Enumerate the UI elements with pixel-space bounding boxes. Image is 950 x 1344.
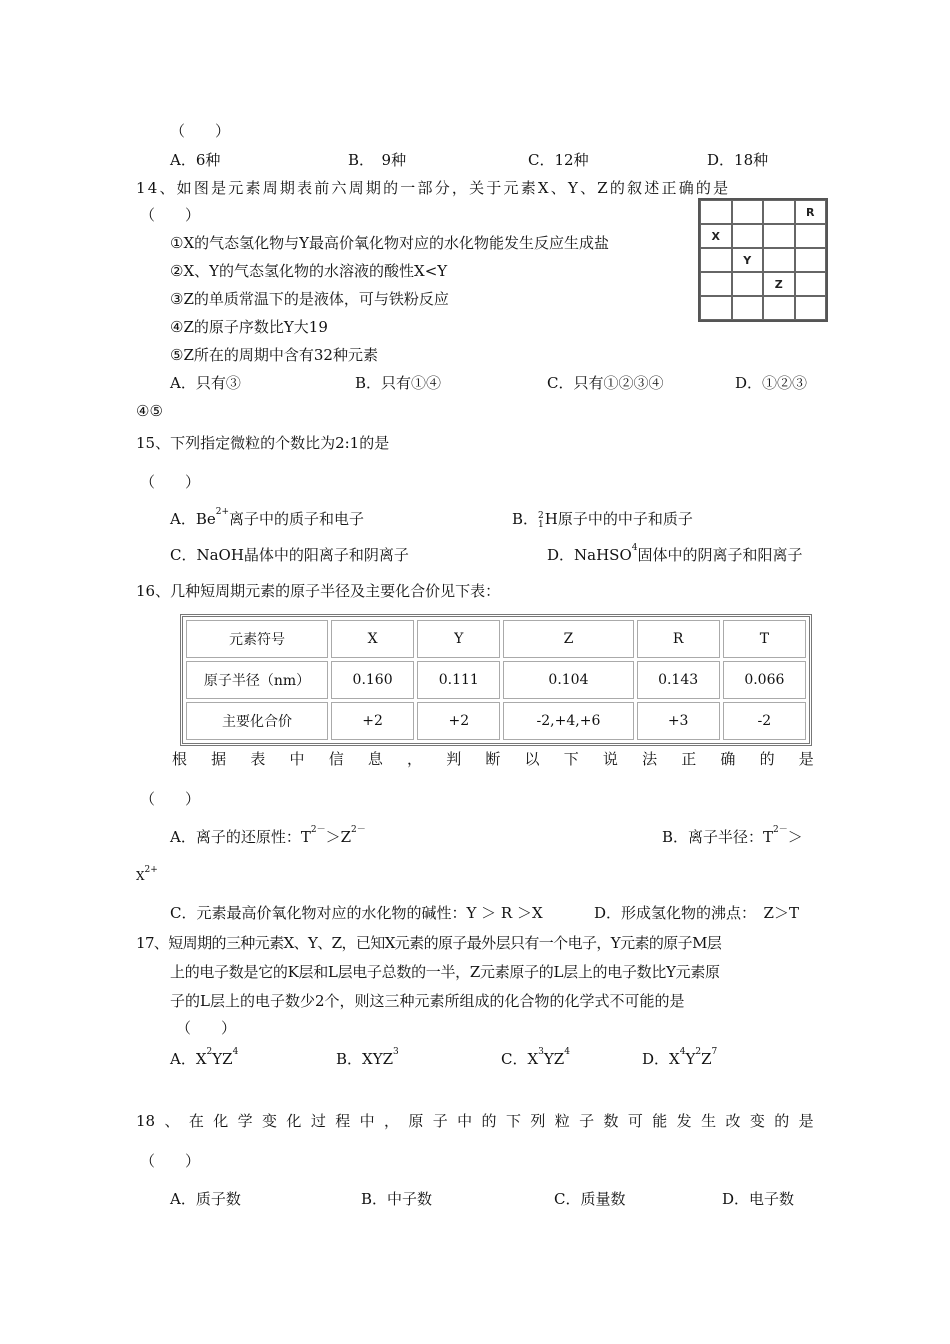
q17-option-a: A．X 2 YZ 4 [170, 1047, 239, 1068]
q17-stem-line: 子的L层上的电子数少2个，则这三种元素所组成的化合物的化学式不可能的是 [170, 992, 685, 1010]
q17-paren: （ ） [176, 1019, 237, 1037]
q16-stem: 16、几种短周期元素的原子半径及主要化合价见下表： [136, 582, 501, 600]
cell-y: Y [732, 248, 764, 272]
q16-followup: 根 据 表 中 信 息 ， 判 断 以 下 说 法 正 确 的 是 [172, 750, 814, 768]
periodic-table-figure [698, 198, 828, 322]
table-cell: -2 [723, 702, 806, 740]
table-header-cell: T [723, 620, 806, 658]
cell-z: Z [763, 272, 795, 296]
q17-stem-line: 17、短周期的三种元素X、Y、Z，已知X元素的原子最外层只有一个电子，Y元素的原子M层 [136, 934, 722, 952]
q18-option-c: C．质量数 [554, 1190, 626, 1208]
q18-option-a: A．质子数 [170, 1190, 241, 1208]
q16-option-a: A．离子的还原性：T 2－ ＞Z 2－ [170, 825, 366, 846]
table-header-cell: Y [417, 620, 500, 658]
q13-option-c: C．12种 [528, 151, 589, 169]
q13-option-d: D．18种 [707, 151, 769, 169]
table-row [186, 702, 806, 740]
table-cell: 主要化合价 [186, 702, 328, 740]
q15-stem: 15、下列指定微粒的个数比为2:1的是 [136, 434, 390, 452]
q13-paren: （ ） [170, 122, 231, 140]
table-cell: 0.111 [417, 661, 500, 699]
table-header-row [186, 620, 806, 658]
q17-option-d: D．X 4 Y 2 Z 7 [642, 1047, 718, 1068]
q15-option-b: B． 2 1 H原子中的中子和质子 [512, 510, 693, 530]
q14-statement: ①X的气态氢化物与Y最高价氧化物对应的水化物能发生反应生成盐 [170, 234, 610, 252]
table-cell: 0.104 [503, 661, 633, 699]
table-header-cell: Z [503, 620, 633, 658]
q16-paren: （ ） [140, 790, 201, 808]
table-header-cell: 元素符号 [186, 620, 328, 658]
q16-option-d: D．形成氢化物的沸点： Z＞T [594, 904, 799, 922]
q18-option-b: B．中子数 [361, 1190, 433, 1208]
q14-stem: 14、如图是元素周期表前六周期的一部分，关于元素X、Y、Z的叙述正确的是 [136, 179, 731, 197]
q18-option-d: D．电子数 [722, 1190, 795, 1208]
q15-paren: （ ） [140, 473, 201, 491]
q14-statement: ④Z的原子序数比Y大19 [170, 318, 328, 336]
table-header-cell: X [331, 620, 414, 658]
q15-option-a: A．Be 2+ 离子中的质子和电子 [170, 507, 365, 528]
q14-statement: ⑤Z所在的周期中含有32种元素 [170, 346, 378, 364]
q14-option-a: A．只有③ [170, 374, 241, 392]
table-cell: 0.066 [723, 661, 806, 699]
table-cell: +2 [417, 702, 500, 740]
q17-option-c: C．X 3 YZ 4 [501, 1047, 570, 1068]
q16-option-b: B．离子半径：T 2－ ＞ [662, 825, 803, 846]
q14-statement: ③Z的单质常温下的是液体，可与铁粉反应 [170, 290, 449, 308]
table-cell: 原子半径（nm） [186, 661, 328, 699]
q14-statement: ②X、Y的气态氢化物的水溶液的酸性X<Y [170, 262, 448, 280]
q14-option-b: B．只有①④ [355, 374, 442, 392]
q14-option-d: D．①②③ [735, 374, 808, 392]
table-cell: +2 [331, 702, 414, 740]
q16-option-b-wrap: X 2+ [136, 865, 158, 883]
table-cell: 0.143 [637, 661, 720, 699]
table-header-cell: R [637, 620, 720, 658]
table-row [186, 661, 806, 699]
table-cell: -2,+4,+6 [503, 702, 633, 740]
cell-x: X [700, 224, 732, 248]
q15-option-c: C．NaOH晶体中的阳离子和阴离子 [170, 546, 409, 564]
cell-r: R [795, 200, 827, 224]
q18-stem: 18 、 在 化 学 变 化 过 程 中 ， 原 子 中 的 下 列 粒 子 数 可 能 发 生 改 变 的 是 [136, 1112, 814, 1130]
q18-paren: （ ） [140, 1152, 201, 1170]
q14-option-d-wrap: ④⑤ [136, 402, 163, 420]
q13-option-a: A．6种 [170, 151, 221, 169]
q13-option-b: B． 9种 [348, 151, 407, 169]
q15-option-d: D．NaHSO 4 固体中的阴离子和阳离子 [547, 543, 803, 564]
q14-option-c: C．只有①②③④ [547, 374, 664, 392]
q17-stem-line: 上的电子数是它的K层和L层电子总数的一半，Z元素原子的L层上的电子数比Y元素原 [170, 963, 720, 981]
table-cell: +3 [637, 702, 720, 740]
table-cell: 0.160 [331, 661, 414, 699]
q14-paren: （ ） [140, 206, 201, 224]
q17-option-b: B．XYZ 3 [336, 1047, 399, 1068]
element-data-table [180, 614, 812, 746]
q16-option-c: C．元素最高价氧化物对应的水化物的碱性：Y ＞ R ＞X [170, 904, 543, 922]
